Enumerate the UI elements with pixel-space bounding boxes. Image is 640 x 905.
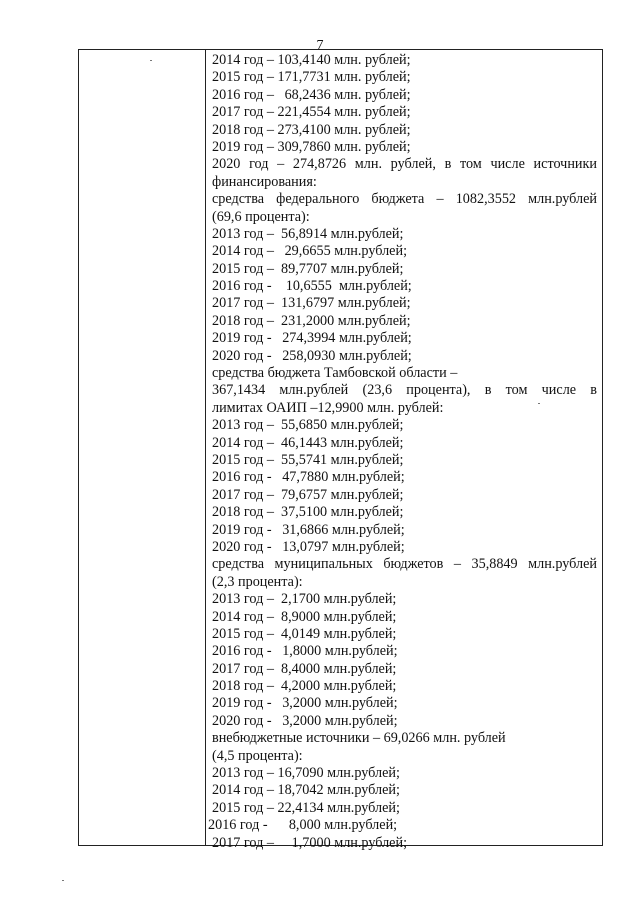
text-line: 2016 год – 68,2436 млн. рублей; [212, 86, 411, 103]
text-line: 2020 год - 258,0930 млн.рублей; [212, 347, 412, 364]
text-line: 2018 год – 37,5100 млн.рублей; [212, 504, 404, 521]
text-line: 2013 год – 2,1700 млн.рублей; [212, 591, 397, 608]
text-line: 2017 год – 221,4554 млн. рублей; [212, 104, 411, 121]
text-line: 2016 год - 10,6555 млн.рублей; [212, 278, 412, 295]
text-line: 2015 год – 55,5741 млн.рублей; [212, 451, 404, 468]
text-line: 2018 год – 273,4100 млн. рублей; [212, 121, 411, 138]
text-line: 2020 год - 3,2000 млн.рублей; [212, 712, 398, 729]
scan-speck [62, 880, 64, 881]
text-line: 2013 год – 16,7090 млн.рублей; [212, 765, 400, 782]
text-line: 2017 год – 1,7000 млн.рублей; [212, 834, 408, 851]
text-line: 367,1434 млн.рублей (23,6 процента), в том числе в [212, 382, 597, 399]
text-line: финансирования: [212, 173, 317, 190]
text-line: 2020 год - 13,0797 млн.рублей; [212, 538, 405, 555]
scan-speck [538, 403, 540, 404]
text-line: 2013 год – 56,8914 млн.рублей; [212, 225, 404, 242]
page-number: 7 [316, 38, 324, 53]
text-line: 2016 год - 47,7880 млн.рублей; [212, 469, 405, 486]
text-line: 2015 год – 171,7731 млн. рублей; [212, 69, 411, 86]
text-line: 2014 год – 18,7042 млн.рублей; [212, 782, 400, 799]
text-line: 2018 год – 231,2000 млн.рублей; [212, 312, 411, 329]
text-line: 2017 год – 79,6757 млн.рублей; [212, 486, 404, 503]
text-line: 2019 год - 3,2000 млн.рублей; [212, 695, 398, 712]
text-line: 2016 год - 1,8000 млн.рублей; [212, 643, 398, 660]
text-line: 2015 год – 22,4134 млн.рублей; [212, 799, 400, 816]
text-line: 2020 год – 274,8726 млн. рублей, в том числе источники [212, 156, 597, 173]
text-line: (2,3 процента): [212, 573, 303, 590]
text-line: 2016 год - 8,000 млн.рублей; [208, 817, 398, 834]
text-line: 2018 год – 4,2000 млн.рублей; [212, 678, 397, 695]
text-line: 2013 год – 55,6850 млн.рублей; [212, 417, 404, 434]
text-line: средства бюджета Тамбовской области – [212, 365, 458, 382]
text-line: 2014 год – 46,1443 млн.рублей; [212, 434, 404, 451]
text-line: 2019 год - 31,6866 млн.рублей; [212, 521, 405, 538]
financing-text-column [208, 52, 597, 852]
text-line: средства муниципальных бюджетов – 35,8849 млн.рублей [212, 556, 597, 573]
text-line: (69,6 процента): [212, 208, 310, 225]
text-line: 2015 год – 89,7707 млн.рублей; [212, 260, 404, 277]
text-line: средства федерального бюджета – 1082,3552 млн.рублей [212, 191, 597, 208]
text-line: 2014 год – 8,9000 млн.рублей; [212, 608, 397, 625]
text-line: лимитах ОАИП –12,9900 млн. рублей: [212, 399, 444, 416]
text-line: 2019 год – 309,7860 млн. рублей; [212, 138, 411, 155]
text-line: 2015 год – 4,0149 млн.рублей; [212, 625, 397, 642]
content-table [78, 49, 603, 851]
column-divider [205, 50, 206, 845]
text-line: внебюджетные источники – 69,0266 млн. рублей [212, 730, 506, 747]
text-line: 2017 год – 131,6797 млн.рублей; [212, 295, 411, 312]
text-line: 2017 год – 8,4000 млн.рублей; [212, 660, 397, 677]
text-line: (4,5 процента): [212, 747, 303, 764]
text-line: 2014 год – 103,4140 млн. рублей; [212, 52, 411, 68]
scan-speck [150, 60, 152, 61]
text-line: 2019 год - 274,3994 млн.рублей; [212, 330, 412, 347]
text-line: 2014 год – 29,6655 млн.рублей; [212, 243, 408, 260]
